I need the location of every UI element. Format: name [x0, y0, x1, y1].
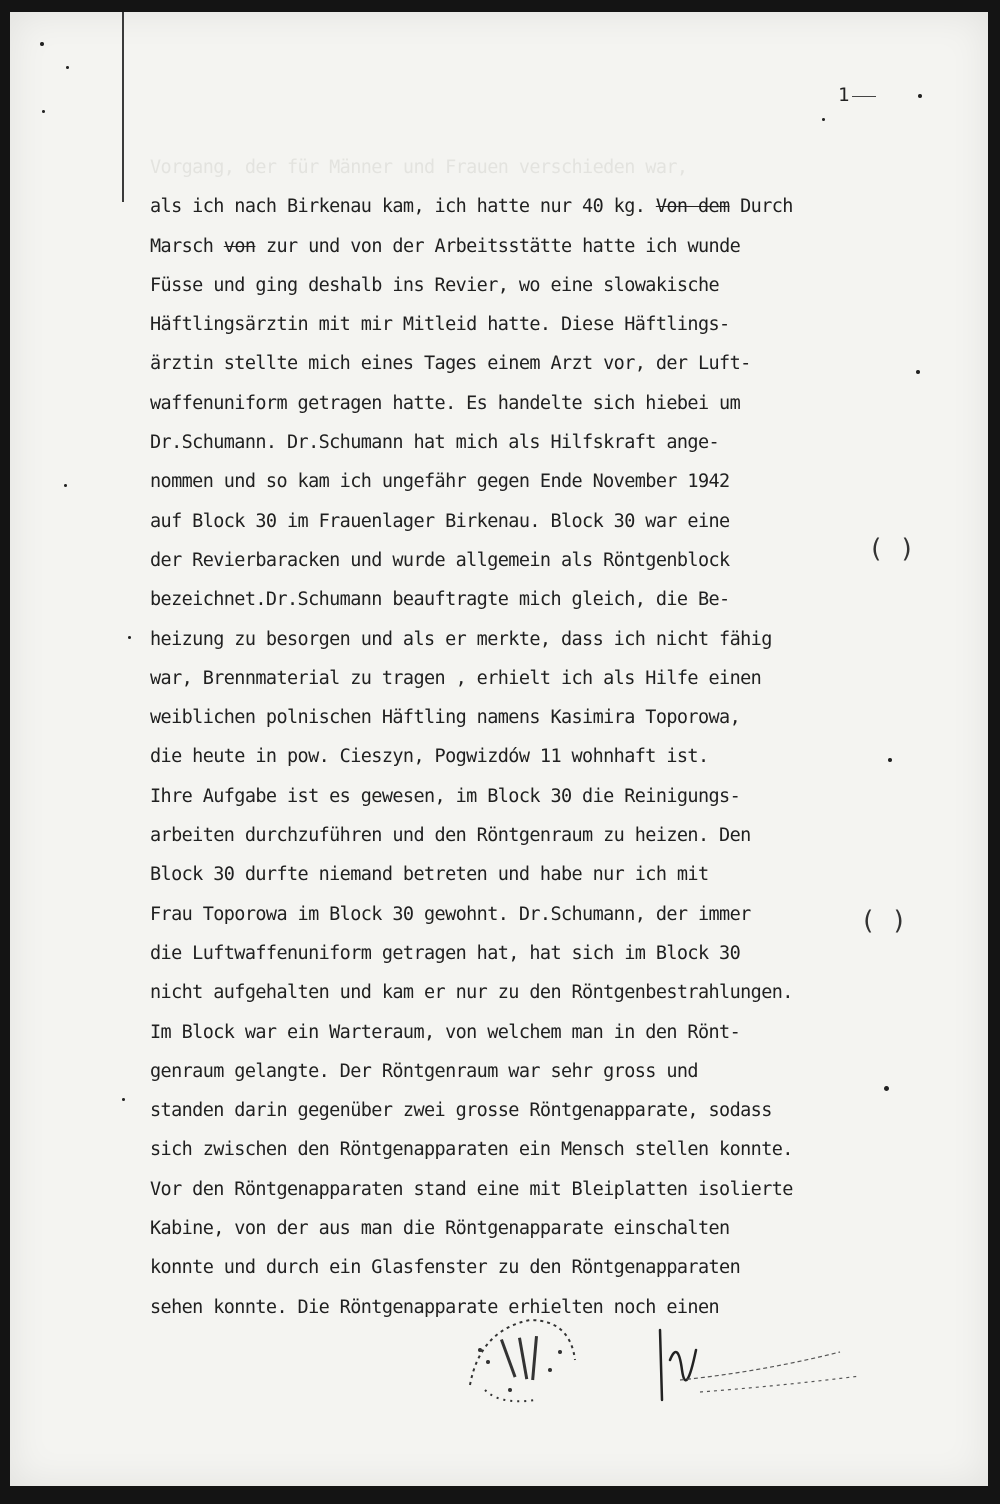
line-text: genraum gelangte. Der Röntgenraum war sehr gross und	[150, 1060, 698, 1082]
text-line	[150, 934, 910, 973]
scan-speck	[888, 758, 892, 762]
scan-speck	[884, 1086, 889, 1091]
line-text: sehen konnte. Die Röntgenapparate erhielten noch einen	[150, 1296, 720, 1318]
scan-speck	[918, 94, 922, 98]
text-line	[150, 344, 910, 383]
text-line	[150, 187, 910, 226]
line-text: standen darin gegenüber zwei grosse Röntgenapparate, sodass	[150, 1100, 772, 1122]
text-line	[150, 462, 910, 501]
text-line	[150, 973, 910, 1012]
margin-bracket-mark: ( )	[868, 534, 915, 564]
scan-speck	[122, 1098, 125, 1101]
text-line	[150, 384, 910, 423]
line-text: Dr.Schumann. Dr.Schumann hat mich als Hilfskraft ange-	[150, 432, 720, 454]
line-text: auf Block 30 im Frauenlager Birkenau. Block 30 war eine	[150, 510, 730, 532]
line-text: Füsse und ging deshalb ins Revier, wo eine slowakische	[150, 274, 720, 296]
line-text: weiblichen polnischen Häftling namens Kasimira Toporowa,	[150, 707, 741, 729]
line-text: nommen und so kam ich ungefähr gegen Ende November 1942	[150, 471, 730, 493]
line-text: arbeiten durchzuführen und den Röntgenraum zu heizen. Den	[150, 825, 751, 847]
text-line	[150, 1248, 910, 1287]
line-text: als ich nach Birkenau kam, ich hatte nur 40 kg.	[150, 196, 656, 218]
line-text: Häftlingsärztin mit mir Mitleid hatte. Diese Häftlings-	[150, 314, 730, 336]
text-line	[150, 1130, 910, 1169]
text-line	[150, 266, 910, 305]
line-text: der Revierbaracken und wurde allgemein als Röntgenblock	[150, 549, 730, 571]
line-text: nicht aufgehalten und kam er nur zu den Röntgenbestrahlungen.	[150, 982, 793, 1004]
binding-line	[122, 12, 124, 202]
text-line	[150, 698, 910, 737]
text-line	[150, 502, 910, 541]
line-text: Frau Toporowa im Block 30 gewohnt. Dr.Schumann, der immer	[150, 903, 751, 925]
text-line	[150, 1052, 910, 1091]
line-text: Vorgang, der für Männer und Frauen verschieden war,	[150, 157, 688, 178]
scan-speck	[822, 118, 825, 121]
line-text: zur und von der Arbeitsstätte hatte ich wunde	[255, 235, 741, 257]
text-line	[150, 1170, 910, 1209]
text-line	[150, 148, 910, 187]
line-text: war, Brennmaterial zu tragen , erhielt ich als Hilfe einen	[150, 667, 762, 689]
line-text: sich zwischen den Röntgenapparaten ein Mensch stellen konnte.	[150, 1139, 793, 1161]
line-text: Ihre Aufgabe ist es gewesen, im Block 30 die Reinigungs-	[150, 785, 741, 807]
text-line	[150, 659, 910, 698]
scan-speck	[916, 370, 920, 374]
line-text: die Luftwaffenuniform getragen hat, hat sich im Block 30	[150, 942, 741, 964]
margin-bracket-mark: ( )	[860, 906, 907, 936]
line-text: bezeichnet.Dr.Schumann beauftragte mich gleich, die Be-	[150, 589, 730, 611]
scan-speck	[64, 484, 67, 487]
text-line	[150, 423, 910, 462]
text-line	[150, 541, 910, 580]
line-text: Vor den Röntgenapparaten stand eine mit Bleiplatten isolierte	[150, 1178, 793, 1200]
line-text: heizung zu besorgen und als er merkte, dass ich nicht fähig	[150, 628, 772, 650]
text-line	[150, 895, 910, 934]
line-text: die heute in pow. Cieszyn, Pogwizdów 11 wohnhaft ist.	[150, 746, 709, 768]
line-text: Marsch	[150, 235, 224, 257]
text-line	[150, 620, 910, 659]
text-line	[150, 777, 910, 816]
scan-speck	[40, 42, 44, 46]
official-stamp	[440, 1290, 590, 1420]
line-text: waffenuniform getragen hatte. Es handelte sich hiebei um	[150, 392, 741, 414]
scan-speck	[66, 66, 69, 69]
page-number-dash	[852, 96, 876, 97]
text-line	[150, 737, 910, 776]
line-text: Block 30 durfte niemand betreten und habe nur ich mit	[150, 864, 709, 886]
line-text: Durch	[729, 196, 793, 218]
line-text: Im Block war ein Warteraum, von welchem man in den Rönt-	[150, 1021, 741, 1043]
text-line	[150, 227, 910, 266]
page-number: 1	[838, 84, 850, 106]
text-line	[150, 855, 910, 894]
line-text: konnte und durch ein Glasfenster zu den Röntgenapparaten	[150, 1257, 741, 1279]
text-line	[150, 580, 910, 619]
text-line	[150, 816, 910, 855]
text-line	[150, 1013, 910, 1052]
scan-speck	[42, 110, 45, 113]
text-line	[150, 305, 910, 344]
handwritten-signature	[640, 1310, 880, 1410]
line-text: ärztin stellte mich eines Tages einem Arzt vor, der Luft-	[150, 353, 751, 375]
text-line	[150, 1091, 910, 1130]
struck-out-text: von	[223, 235, 256, 257]
scan-speck	[128, 636, 131, 639]
line-text: Kabine, von der aus man die Röntgenapparate einschalten	[150, 1218, 730, 1240]
text-line	[150, 1209, 910, 1248]
typed-body-text	[150, 148, 910, 1327]
struck-out-text: Von dem	[655, 196, 730, 218]
